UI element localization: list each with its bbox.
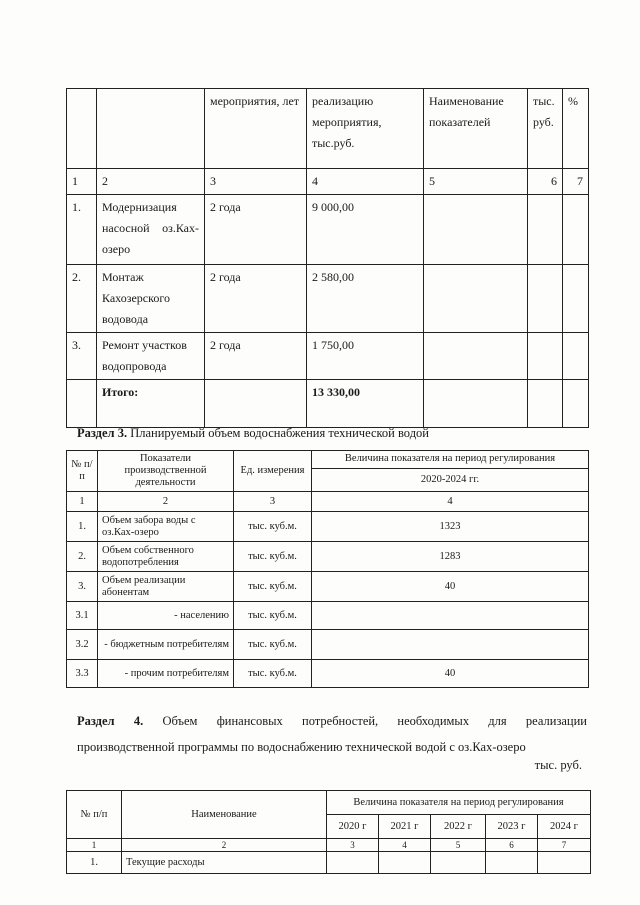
header-year: 2021 г — [379, 815, 431, 839]
section4-line1-text: Объем финансовых потребностей, необходимых для реализации — [162, 714, 587, 728]
table-cell: 1283 — [312, 542, 589, 572]
table-cell — [486, 852, 538, 874]
table-cell: Объем забора воды с оз.Ках-озеро — [98, 512, 234, 542]
table-cell: 3. — [67, 572, 98, 602]
header-cost: реализацию мероприятия, тыс.руб. — [307, 89, 424, 169]
table-cell: тыс. куб.м. — [234, 572, 312, 602]
table-cell: тыс. куб.м. — [234, 512, 312, 542]
numbering-row — [67, 492, 589, 512]
table-cell: 1 750,00 — [307, 333, 424, 380]
header-name: Наименование — [122, 791, 327, 839]
table-cell: Объем реализации абонентам — [98, 572, 234, 602]
table-cell: 4 — [307, 169, 424, 195]
table-cell: 7 — [563, 169, 589, 195]
header-duration: мероприятия, лет — [205, 89, 307, 169]
table-cell: 2. — [67, 265, 97, 333]
table-cell: Объем собственного водопотребления — [98, 542, 234, 572]
header-year: 2023 г — [486, 815, 538, 839]
table-cell: 7 — [538, 839, 591, 852]
financial-needs-table — [66, 790, 591, 874]
table-cell: тыс. куб.м. — [234, 602, 312, 630]
table-cell — [563, 333, 589, 380]
table-cell: 3.3 — [67, 660, 98, 688]
section3-title: Планируемый объем водоснабжения технической водой — [130, 426, 429, 440]
table-cell: - бюджетным потребителям — [98, 630, 234, 660]
table-cell: 5 — [424, 169, 528, 195]
numbering-row — [67, 839, 591, 852]
table-cell: 5 — [431, 839, 486, 852]
table-cell: Монтаж Кахозерского водовода — [97, 265, 205, 333]
table-cell — [67, 380, 97, 428]
header-year: 2024 г — [538, 815, 591, 839]
table-cell: 1. — [67, 852, 122, 874]
table-cell — [379, 852, 431, 874]
table-row — [67, 265, 589, 333]
table-cell — [528, 265, 563, 333]
table-row — [67, 602, 589, 630]
section4-paragraph — [77, 708, 587, 760]
total-row — [67, 380, 589, 428]
table-cell — [424, 333, 528, 380]
table-cell: 1 — [67, 492, 98, 512]
table-cell: Модернизация насосной оз.Ках-озеро — [97, 195, 205, 265]
table-cell: тыс. куб.м. — [234, 630, 312, 660]
table-cell: тыс. куб.м. — [234, 660, 312, 688]
table-cell — [431, 852, 486, 874]
table-cell — [528, 380, 563, 428]
table-cell: 3 — [234, 492, 312, 512]
table-cell — [327, 852, 379, 874]
table-cell — [205, 380, 307, 428]
header-year: 2020 г — [327, 815, 379, 839]
table-cell: 1 — [67, 169, 97, 195]
table-cell: 2 года — [205, 333, 307, 380]
table-row — [67, 195, 589, 265]
table-row — [67, 852, 591, 874]
measures-table — [66, 88, 589, 428]
table-cell: 1 — [67, 839, 122, 852]
table-cell — [97, 89, 205, 169]
table-cell: 6 — [486, 839, 538, 852]
table-cell: 4 — [379, 839, 431, 852]
table-cell: 2. — [67, 542, 98, 572]
table-row — [67, 660, 589, 688]
table-cell — [563, 195, 589, 265]
table-cell: 40 — [312, 572, 589, 602]
table-cell: 4 — [312, 492, 589, 512]
header-indicators: Показатели производственной деятельности — [98, 451, 234, 492]
table-cell: Текущие расходы — [122, 852, 327, 874]
table-cell — [424, 380, 528, 428]
table-cell: - населению — [98, 602, 234, 630]
unit-label: тыс. руб. — [534, 758, 582, 772]
table-cell — [424, 265, 528, 333]
table-cell — [563, 380, 589, 428]
header-thousand-rub: тыс. руб. — [528, 89, 563, 169]
table-header-row — [67, 791, 591, 815]
header-num: № п/п — [67, 791, 122, 839]
table-cell: 40 — [312, 660, 589, 688]
table-row — [67, 512, 589, 542]
table-cell: Ремонт участков водопровода — [97, 333, 205, 380]
header-unit: Ед. измерения — [234, 451, 312, 492]
header-value-group: Величина показателя на период регулирования — [327, 791, 591, 815]
water-volume-table — [66, 450, 589, 688]
table-cell: 2 — [97, 169, 205, 195]
table-cell: 2 года — [205, 265, 307, 333]
table-header-row — [67, 89, 589, 169]
table-row — [67, 572, 589, 602]
table-cell: 3. — [67, 333, 97, 380]
table-row — [67, 630, 589, 660]
header-value-group: Величина показателя на период регулирования — [312, 451, 589, 469]
table-cell: 3.2 — [67, 630, 98, 660]
table-cell: 3 — [205, 169, 307, 195]
section3-prefix: Раздел 3. — [77, 426, 128, 440]
table-cell: 2 — [122, 839, 327, 852]
table-cell — [424, 195, 528, 265]
table-header-row — [67, 451, 589, 469]
header-year: 2022 г — [431, 815, 486, 839]
section3-heading — [77, 426, 429, 441]
section4-prefix: Раздел 4. — [77, 714, 144, 728]
section4-line2: производственной программы по водоснабжению технической водой с оз.Ках-озеро — [77, 740, 526, 754]
table-cell: 1323 — [312, 512, 589, 542]
table-row — [67, 542, 589, 572]
table-row — [67, 333, 589, 380]
header-num: № п/п — [67, 451, 98, 492]
total-label: Итого: — [97, 380, 205, 428]
total-value: 13 330,00 — [307, 380, 424, 428]
table-cell: тыс. куб.м. — [234, 542, 312, 572]
table-cell: 9 000,00 — [307, 195, 424, 265]
header-percent: % — [563, 89, 589, 169]
table-cell: 3 — [327, 839, 379, 852]
table-cell: 6 — [528, 169, 563, 195]
table-cell — [528, 195, 563, 265]
table-cell — [538, 852, 591, 874]
numbering-row — [67, 169, 589, 195]
table-cell — [312, 630, 589, 660]
table-cell — [312, 602, 589, 630]
header-period: 2020-2024 гг. — [312, 468, 589, 491]
table-cell — [67, 89, 97, 169]
table-cell: - прочим потребителям — [98, 660, 234, 688]
table-cell: 2 года — [205, 195, 307, 265]
table-cell: 1. — [67, 512, 98, 542]
header-indicators: Наименование показателей — [424, 89, 528, 169]
table-cell: 1. — [67, 195, 97, 265]
section4-line1 — [77, 708, 587, 734]
table-cell: 3.1 — [67, 602, 98, 630]
table-cell: 2 580,00 — [307, 265, 424, 333]
table-cell — [563, 265, 589, 333]
table-cell — [528, 333, 563, 380]
table-cell: 2 — [98, 492, 234, 512]
